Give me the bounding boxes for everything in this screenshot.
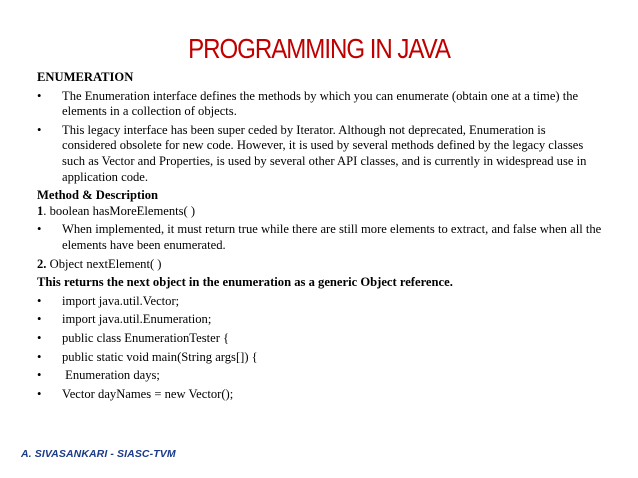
bullet-icon: •	[37, 349, 42, 364]
method2-line	[37, 257, 602, 273]
code-bullet	[37, 294, 602, 310]
section-heading: ENUMERATION	[37, 70, 134, 84]
code-bullet	[37, 331, 602, 347]
method1-bullet	[37, 222, 602, 253]
method1-number: 1	[37, 203, 44, 218]
bullet-icon: •	[37, 293, 42, 308]
slide-title: PROGRAMMING IN JAVA	[188, 33, 450, 64]
code-text: import java.util.Enumeration;	[62, 312, 212, 327]
code-text: public class EnumerationTester {	[62, 330, 230, 345]
method1-line	[37, 204, 602, 220]
code-bullet	[37, 387, 602, 403]
bullet-icon: •	[37, 88, 42, 103]
code-text: Enumeration days;	[62, 368, 160, 383]
intro-bullet	[37, 123, 602, 185]
bullet-text: The Enumeration interface defines the methods by which you can enumerate (obtain one at a time) the elements in a collection of objects.	[62, 88, 579, 119]
method1-signature: . boolean hasMoreElements( )	[43, 203, 196, 218]
bullet-icon: •	[37, 368, 42, 383]
code-text: import java.util.Vector;	[62, 293, 180, 308]
method2-number: 2.	[37, 256, 47, 271]
footer-author: A. SIVASANKARI - SIASC-TVM	[21, 448, 176, 460]
bullet-icon: •	[37, 312, 42, 327]
code-bullet	[37, 312, 602, 328]
method2-signature: Object nextElement( )	[46, 256, 162, 271]
code-bullet	[37, 368, 602, 384]
method-heading: Method & Description	[37, 188, 159, 203]
bullet-text: When implemented, it must return true while there are still more elements to extract, and false when all the elements have been enumerated.	[62, 222, 602, 252]
bullet-icon: •	[37, 386, 42, 401]
bullet-icon: •	[37, 222, 42, 237]
intro-bullet	[37, 89, 602, 120]
bullet-text: This legacy interface has been super ceded by Iterator. Although not deprecated, Enumeration is considered obsolete for new code. However, it is used by several methods defined by the legacy classes such as Vector and Properties, is used by several other API classes, and is currently in widespread use in application code.	[62, 122, 587, 184]
code-text: Vector dayNames = new Vector();	[62, 386, 234, 401]
bullet-icon: •	[37, 122, 42, 137]
code-text: public static void main(String args[]) {	[62, 349, 258, 364]
slide-content	[37, 70, 602, 405]
bullet-icon: •	[37, 330, 42, 345]
method2-description: This returns the next object in the enumeration as a generic Object reference.	[37, 275, 453, 290]
code-bullet	[37, 350, 602, 366]
